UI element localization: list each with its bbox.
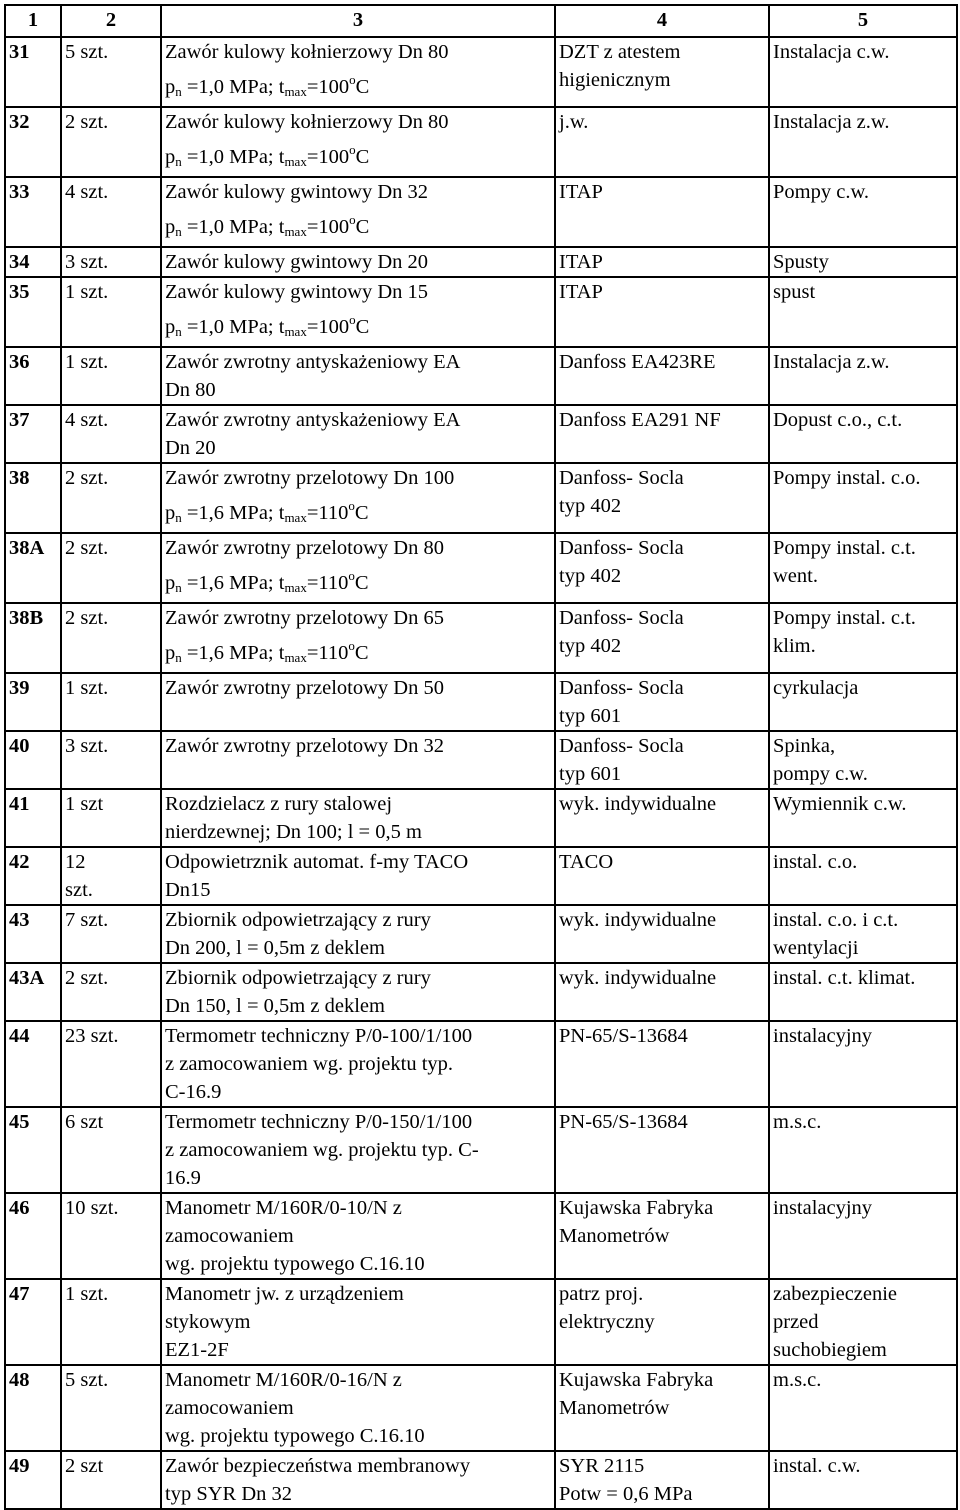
quantity: 2 szt. — [61, 533, 161, 603]
manufacturer: ITAP — [555, 177, 769, 247]
table-row — [5, 1193, 957, 1279]
manufacturer: wyk. indywidualne — [555, 905, 769, 963]
pressure-temperature-rating: $p_n =1,0$ MPa; $t_{max}=100^oC$ — [165, 142, 370, 169]
application: instal. c.o. — [769, 847, 957, 905]
manufacturer: TACO — [555, 847, 769, 905]
manufacturer: Kujawska Fabryka Manometrów — [555, 1193, 769, 1279]
quantity: 1 szt. — [61, 1279, 161, 1365]
quantity: 10 szt. — [61, 1193, 161, 1279]
table-row — [5, 463, 957, 533]
pressure-temperature-rating: $p_n =1,0$ MPa; $t_{max}=100^oC$ — [165, 312, 370, 339]
item-number: 34 — [5, 247, 61, 277]
item-number: 36 — [5, 347, 61, 405]
header-col-5: 5 — [769, 5, 957, 37]
item-number: 33 — [5, 177, 61, 247]
quantity: 3 szt. — [61, 731, 161, 789]
application: Dopust c.o., c.t. — [769, 405, 957, 463]
description — [161, 1279, 555, 1365]
table-row — [5, 603, 957, 673]
manufacturer: SYR 2115 Potw = 0,6 MPa — [555, 1451, 769, 1509]
quantity: 1 szt — [61, 789, 161, 847]
table-row — [5, 347, 957, 405]
description-text: Zawór zwrotny przelotowy Dn 80 — [165, 537, 444, 559]
application: Pompy instal. c.t. went. — [769, 533, 957, 603]
description-text: Zawór zwrotny przelotowy Dn 100 — [165, 467, 455, 489]
table-row — [5, 533, 957, 603]
application: instalacyjny — [769, 1021, 957, 1107]
table-row — [5, 247, 957, 277]
application: Spusty — [769, 247, 957, 277]
description — [161, 603, 555, 673]
table-body — [5, 37, 957, 1509]
pressure-temperature-rating: $p_n =1,6$ MPa; $t_{max}=110^oC$ — [165, 638, 369, 665]
description-text: Zawór zwrotny antyskażeniowy EA Dn 20 — [165, 409, 461, 459]
quantity: 23 szt. — [61, 1021, 161, 1107]
manufacturer: DZT z atestem higienicznym — [555, 37, 769, 107]
description-text: Rozdzielacz z rury stalowej nierdzewnej; Dn 100; l = 0,5 m — [165, 793, 422, 843]
table-row — [5, 673, 957, 731]
quantity: 4 szt. — [61, 177, 161, 247]
pressure-temperature-rating: $p_n =1,0$ MPa; $t_{max}=100^oC$ — [165, 212, 370, 239]
quantity: 6 szt — [61, 1107, 161, 1193]
manufacturer: PN-65/S-13684 — [555, 1021, 769, 1107]
quantity: 2 szt. — [61, 963, 161, 1021]
application: Pompy c.w. — [769, 177, 957, 247]
item-number: 39 — [5, 673, 61, 731]
application: m.s.c. — [769, 1365, 957, 1451]
description-text: Manometr M/160R/0-10/N z zamocowaniem wg. projektu typowego C.16.10 — [165, 1197, 425, 1275]
header-col-3: 3 — [161, 5, 555, 37]
quantity: 3 szt. — [61, 247, 161, 277]
item-number: 31 — [5, 37, 61, 107]
description-text: Zawór zwrotny antyskażeniowy EA Dn 80 — [165, 351, 461, 401]
description — [161, 405, 555, 463]
quantity: 7 szt. — [61, 905, 161, 963]
item-number: 38B — [5, 603, 61, 673]
description — [161, 347, 555, 405]
manufacturer: Kujawska Fabryka Manometrów — [555, 1365, 769, 1451]
quantity: 2 szt. — [61, 463, 161, 533]
quantity: 2 szt. — [61, 107, 161, 177]
quantity: 1 szt. — [61, 347, 161, 405]
table-row — [5, 177, 957, 247]
table-row — [5, 789, 957, 847]
quantity: 4 szt. — [61, 405, 161, 463]
manufacturer: Danfoss EA423RE — [555, 347, 769, 405]
manufacturer: j.w. — [555, 107, 769, 177]
pressure-temperature-rating: $p_n =1,0$ MPa; $t_{max}=100^oC$ — [165, 72, 370, 99]
item-number: 37 — [5, 405, 61, 463]
application: Pompy instal. c.t. klim. — [769, 603, 957, 673]
pressure-temperature-rating: $p_n =1,6$ MPa; $t_{max}=110^oC$ — [165, 568, 369, 595]
quantity: 5 szt. — [61, 37, 161, 107]
table-row — [5, 107, 957, 177]
header-col-1: 1 — [5, 5, 61, 37]
table-row — [5, 1021, 957, 1107]
quantity: 2 szt. — [61, 603, 161, 673]
description — [161, 1451, 555, 1509]
manufacturer: Danfoss- Socla typ 402 — [555, 463, 769, 533]
description — [161, 789, 555, 847]
description-text: Zawór zwrotny przelotowy Dn 50 — [165, 677, 444, 699]
application: Instalacja z.w. — [769, 347, 957, 405]
description-text: Zawór kulowy gwintowy Dn 15 — [165, 281, 429, 303]
table-row — [5, 847, 957, 905]
description — [161, 731, 555, 789]
table-row — [5, 405, 957, 463]
description — [161, 277, 555, 347]
description — [161, 905, 555, 963]
quantity: 1 szt. — [61, 673, 161, 731]
application: instal. c.o. i c.t. wentylacji — [769, 905, 957, 963]
specification-table — [4, 4, 958, 1510]
description-text: Termometr techniczny P/0-100/1/100 z zamocowaniem wg. projektu typ. C-16.9 — [165, 1025, 473, 1103]
manufacturer: Danfoss- Socla typ 402 — [555, 603, 769, 673]
application: instal. c.t. klimat. — [769, 963, 957, 1021]
application: Wymiennik c.w. — [769, 789, 957, 847]
description — [161, 533, 555, 603]
item-number: 35 — [5, 277, 61, 347]
table-row — [5, 1107, 957, 1193]
table-row — [5, 963, 957, 1021]
item-number: 43A — [5, 963, 61, 1021]
item-number: 32 — [5, 107, 61, 177]
manufacturer: Danfoss- Socla typ 402 — [555, 533, 769, 603]
item-number: 45 — [5, 1107, 61, 1193]
application: spust — [769, 277, 957, 347]
application: m.s.c. — [769, 1107, 957, 1193]
manufacturer: Danfoss- Socla typ 601 — [555, 731, 769, 789]
item-number: 42 — [5, 847, 61, 905]
application: instalacyjny — [769, 1193, 957, 1279]
item-number: 46 — [5, 1193, 61, 1279]
item-number: 43 — [5, 905, 61, 963]
item-number: 48 — [5, 1365, 61, 1451]
header-col-2: 2 — [61, 5, 161, 37]
description-text: Odpowietrznik automat. f-my TACO Dn15 — [165, 851, 469, 901]
quantity: 12 szt. — [61, 847, 161, 905]
description — [161, 37, 555, 107]
manufacturer: patrz proj. elektryczny — [555, 1279, 769, 1365]
application: Instalacja c.w. — [769, 37, 957, 107]
description-text: Zawór zwrotny przelotowy Dn 32 — [165, 735, 444, 757]
description — [161, 177, 555, 247]
item-number: 41 — [5, 789, 61, 847]
manufacturer: Danfoss EA291 NF — [555, 405, 769, 463]
description — [161, 847, 555, 905]
application: Pompy instal. c.o. — [769, 463, 957, 533]
description — [161, 463, 555, 533]
description — [161, 1021, 555, 1107]
description-text: Zawór kulowy gwintowy Dn 20 — [165, 251, 429, 273]
manufacturer: wyk. indywidualne — [555, 789, 769, 847]
description — [161, 673, 555, 731]
quantity: 1 szt. — [61, 277, 161, 347]
manufacturer: ITAP — [555, 277, 769, 347]
table-row — [5, 905, 957, 963]
description-text: Zawór zwrotny przelotowy Dn 65 — [165, 607, 444, 629]
item-number: 40 — [5, 731, 61, 789]
manufacturer: ITAP — [555, 247, 769, 277]
pressure-temperature-rating: $p_n =1,6$ MPa; $t_{max}=110^oC$ — [165, 498, 369, 525]
header-col-4: 4 — [555, 5, 769, 37]
description-text: Termometr techniczny P/0-150/1/100 z zamocowaniem wg. projektu typ. C- 16.9 — [165, 1111, 479, 1189]
item-number: 38 — [5, 463, 61, 533]
table-row — [5, 1365, 957, 1451]
quantity: 2 szt — [61, 1451, 161, 1509]
item-number: 47 — [5, 1279, 61, 1365]
item-number: 38A — [5, 533, 61, 603]
description-text: Manometr jw. z urządzeniem stykowym EZ1-2F — [165, 1283, 404, 1361]
application: instal. c.w. — [769, 1451, 957, 1509]
manufacturer: Danfoss- Socla typ 601 — [555, 673, 769, 731]
description-text: Zawór kulowy gwintowy Dn 32 — [165, 181, 429, 203]
table-row — [5, 1279, 957, 1365]
application: Instalacja z.w. — [769, 107, 957, 177]
application: cyrkulacja — [769, 673, 957, 731]
application: zabezpieczenie przed suchobiegiem — [769, 1279, 957, 1365]
table-row — [5, 277, 957, 347]
application: Spinka, pompy c.w. — [769, 731, 957, 789]
description — [161, 1193, 555, 1279]
manufacturer: PN-65/S-13684 — [555, 1107, 769, 1193]
description-text: Zawór kulowy kołnierzowy Dn 80 — [165, 111, 449, 133]
table-row — [5, 37, 957, 107]
item-number: 44 — [5, 1021, 61, 1107]
quantity: 5 szt. — [61, 1365, 161, 1451]
table-row — [5, 731, 957, 789]
description-text: Manometr M/160R/0-16/N z zamocowaniem wg. projektu typowego C.16.10 — [165, 1369, 425, 1447]
description-text: Zbiornik odpowietrzający z rury Dn 150, l = 0,5m z deklem — [165, 967, 431, 1017]
description — [161, 107, 555, 177]
description — [161, 963, 555, 1021]
description — [161, 1107, 555, 1193]
description-text: Zawór bezpieczeństwa membranowy typ SYR Dn 32 — [165, 1455, 471, 1505]
description-text: Zawór kulowy kołnierzowy Dn 80 — [165, 41, 449, 63]
description-text: Zbiornik odpowietrzający z rury Dn 200, l = 0,5m z deklem — [165, 909, 431, 959]
table-row — [5, 1451, 957, 1509]
description — [161, 1365, 555, 1451]
description — [161, 247, 555, 277]
item-number: 49 — [5, 1451, 61, 1509]
manufacturer: wyk. indywidualne — [555, 963, 769, 1021]
header-row — [5, 5, 957, 37]
